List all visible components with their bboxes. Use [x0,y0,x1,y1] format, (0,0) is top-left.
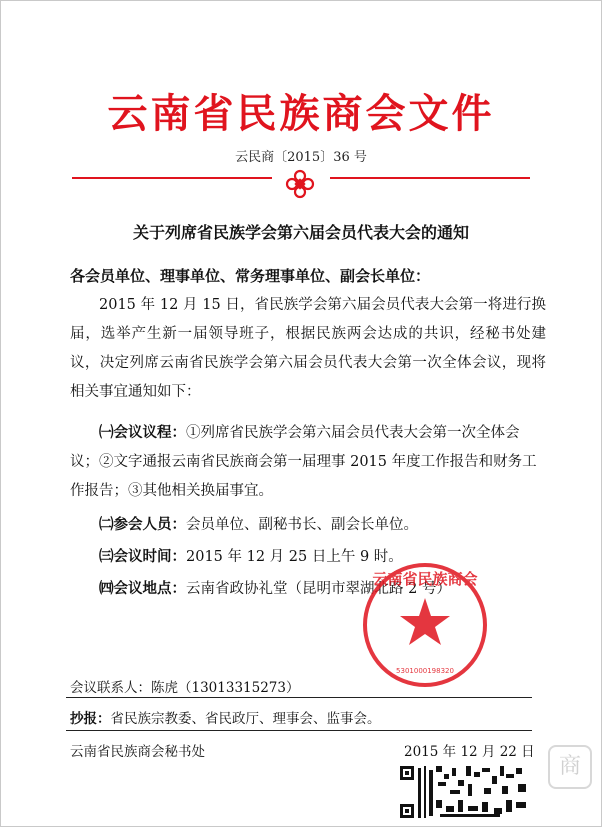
meeting-location-text: 云南省政协礼堂（昆明市翠湖北路 2 号） [186,581,451,597]
agenda-text: ①列席省民族学会第六届会员代表大会第一次全体会议；②文字通报云南省民族商会第一届理事 2015 年度工作报告和财务工作报告；③其他相关换届事宜。 [70,425,537,499]
cc-recipients: 省民族宗教委、省民政厅、理事会、监事会。 [110,711,381,727]
red-divider-left [72,177,272,179]
notice-title: 关于列席省民族学会第六届会员代表大会的通知 [132,223,469,242]
red-divider-right [330,177,530,179]
agenda-item [70,418,546,506]
contact-person: 会议联系人：陈虎（13013315273） [70,680,300,696]
issue-date: 2015 年 12 月 22 日 [404,744,535,760]
attendees-text: 会员单位、副秘书长、副会长单位。 [186,517,418,533]
addressee-line: 各会员单位、理事单位、常务理事单位、副会长单位： [70,267,431,285]
cc-line [70,707,381,727]
meeting-time-text: 2015 年 12 月 25 日上午 9 时。 [186,549,403,565]
qr-code-icon [396,762,534,822]
meeting-time-label: ㈢会议时间： [99,548,186,565]
document-header-title: 云南省民族商会文件 [107,90,495,137]
cc-label: 抄报： [70,711,111,727]
seal-number: 5301000198320 [396,667,454,675]
official-seal-stamp [360,560,490,690]
issuing-office: 云南省民族商会秘书处 [70,744,205,760]
document-number: 云民商〔2015〕36 号 [235,150,367,165]
footer-divider-bottom [66,730,532,731]
intro-paragraph: 2015 年 12 月 15 日，省民族学会第六届会员代表大会第一将进行换届，选举产生新一届领导班子，根据民族两会达成的共识，经秘书处建议，决定列席云南省民族学会第六届会员代表大会第一次全体会议，现将相关事宜通知如下： [70,297,546,400]
agenda-label: ㈠会议议程： [99,424,186,441]
ornament-emblem-icon [282,166,318,202]
footer-divider-top [66,697,532,698]
meeting-location-label: ㈣会议地点： [99,580,186,597]
attendees-item [70,510,546,540]
site-watermark-icon: 商 [548,745,592,789]
seal-text: 云南省民族商会 [372,570,478,588]
attendees-label: ㈡参会人员： [99,516,186,533]
